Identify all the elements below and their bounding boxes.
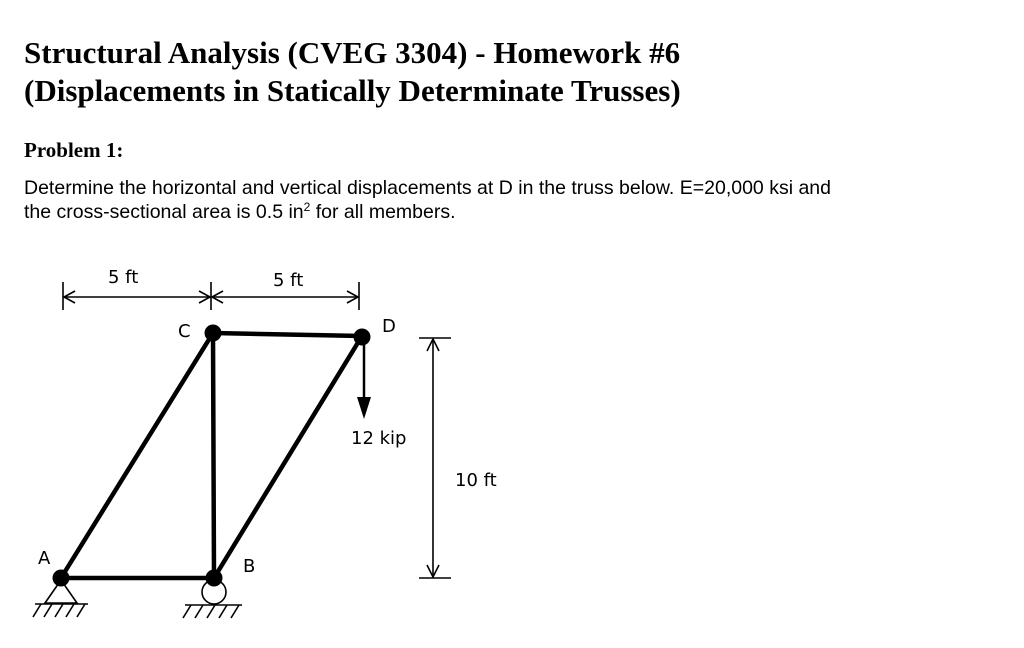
- problem-text-line-1: Determine the horizontal and vertical displacements at D in the truss below. E=20,000 ksi and: [24, 177, 831, 199]
- dimension-label-height: 10 ft: [455, 470, 497, 491]
- joint-a: [53, 570, 70, 587]
- member-cd: [213, 333, 362, 336]
- area-superscript: 2: [303, 200, 311, 214]
- member-ac: [61, 333, 213, 578]
- point-load: [357, 345, 371, 419]
- problem-text-line-2-start: the cross-sectional area is 0.5 in: [24, 201, 304, 223]
- joint-b: [206, 570, 223, 587]
- joint-label-d: D: [382, 316, 396, 337]
- member-db: [214, 336, 362, 578]
- truss-members: [61, 333, 362, 578]
- title-line-1: Structural Analysis (CVEG 3304) - Homework #6: [24, 35, 681, 70]
- problem-text-line-2-end: for all members.: [310, 201, 456, 223]
- ground-hatch: [77, 604, 85, 617]
- joint-c: [205, 325, 222, 342]
- ground-hatch: [195, 605, 203, 618]
- load-label: 12 kip: [351, 428, 407, 449]
- title-line-2: (Displacements in Statically Determinate Trusses): [24, 73, 681, 108]
- joint-label-c: C: [178, 321, 191, 342]
- ground-hatch: [33, 604, 41, 617]
- joint-label-b: B: [243, 556, 256, 577]
- dimension-label-left: 5 ft: [108, 267, 139, 288]
- joint-label-a: A: [38, 548, 51, 569]
- member-cb: [213, 333, 214, 578]
- ground-hatch: [231, 605, 239, 618]
- ground-hatch: [219, 605, 227, 618]
- ground-hatch: [207, 605, 215, 618]
- ground-hatch: [55, 604, 63, 617]
- ground-hatch: [44, 604, 52, 617]
- dimension-label-right: 5 ft: [273, 270, 304, 291]
- vertical-dimension: [419, 338, 451, 578]
- ground-hatch: [66, 604, 74, 617]
- problem-heading: Problem 1:: [24, 138, 124, 162]
- ground-hatch: [183, 605, 191, 618]
- joint-d: [354, 329, 371, 346]
- load-arrow-head: [357, 397, 371, 419]
